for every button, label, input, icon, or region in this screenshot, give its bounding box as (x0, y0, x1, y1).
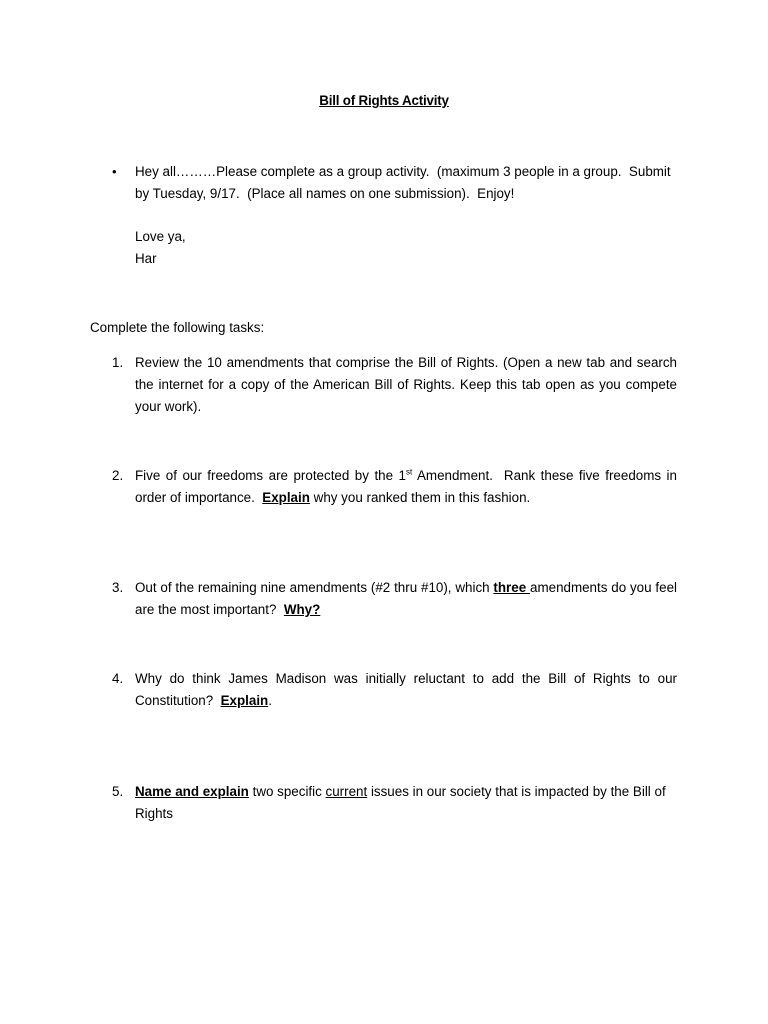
task-text: Review the 10 amendments that comprise the Bill of Rights. (Open a new tab and search the internet for a copy of the American Bill of Rights. Keep this tab open as you compete your work). (135, 355, 677, 414)
task-text-part: Amendment. Rank these five freedoms in order of importance. (135, 468, 681, 505)
emphasis-explain: Explain (220, 693, 269, 708)
bullet-icon: • (112, 164, 117, 179)
task-text-part: . (268, 693, 272, 708)
task-text-part: why you ranked them in this fashion. (309, 490, 531, 505)
task-text-part: Why do think James Madison was initially reluctant to add the Bill of Rights to our Constitution? (135, 671, 681, 708)
task-text-part: issues in our society that is impacted by the Bill of Rights (135, 784, 666, 821)
tasks-intro: Complete the following tasks: (90, 320, 265, 335)
signoff-line-2: Har (135, 251, 157, 266)
note-line-2: by Tuesday, 9/17. (Place all names on one submission). Enjoy! (135, 186, 515, 201)
emphasis-explain: Explain (262, 490, 310, 505)
task-text (135, 577, 681, 621)
task-text-part: Out of the remaining nine amendments (#2 thru #10), which (135, 580, 494, 595)
task-text (135, 668, 681, 712)
emphasis-name-and-explain: Name and explain (135, 784, 249, 799)
task-number: 1. (112, 355, 124, 370)
signoff (135, 226, 186, 270)
note-text (135, 161, 677, 205)
task-text-part: amendments do you feel are the most important? (135, 580, 681, 617)
task-number: 5. (112, 784, 124, 799)
task-text-part: two specific (248, 784, 326, 799)
emphasis-current: current (325, 784, 368, 799)
task-text (135, 465, 681, 509)
task-number: 3. (112, 580, 124, 595)
emphasis-three: three (493, 580, 531, 595)
task-text (135, 781, 677, 825)
signoff-line-1: Love ya, (135, 229, 186, 244)
note-line-1: Hey all………Please complete as a group activity. (maximum 3 people in a group. Submit (135, 164, 671, 179)
task-text-part: Five of our freedoms are protected by the 1 (135, 468, 406, 483)
emphasis-why: Why? (283, 602, 321, 617)
task-number: 2. (112, 468, 124, 483)
ordinal-suffix: st (406, 467, 413, 477)
document-title: Bill of Rights Activity (319, 93, 449, 108)
task-number: 4. (112, 671, 124, 686)
